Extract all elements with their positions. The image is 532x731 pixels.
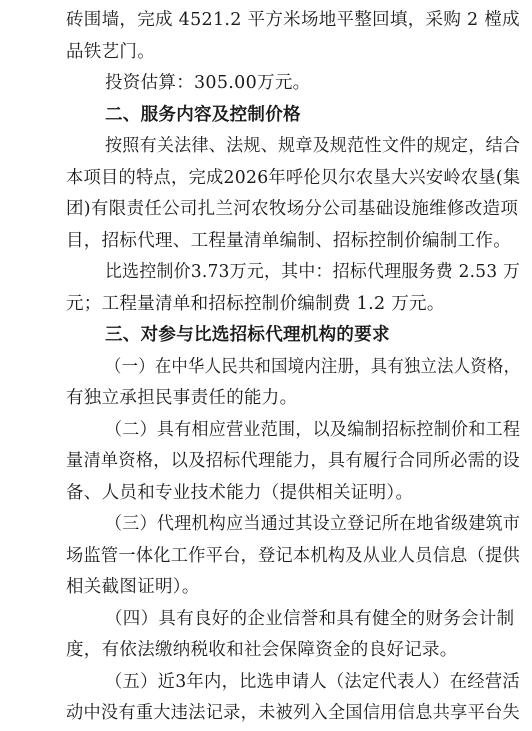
body-line: 相关截图证明）。 [66,577,200,597]
investment-estimate: 投资估算：305.00万元。 [105,73,311,93]
body-line: 度，有依法缴纳税收和社会保障资金的良好记录。 [66,640,458,660]
body-line: 备、人员和专业技术能力（提供相关证明）。 [66,482,414,503]
body-line: 有独立承担民事责任的能力。 [66,388,298,408]
section-heading-2: 二、服务内容及控制价格 [105,104,301,125]
body-line: 元；工程量清单和招标控制价编制费 1.2 万元。 [66,293,445,314]
body-line: 本项目的特点，完成2026年呼伦贝尔农垦大兴安岭农垦(集 [66,167,521,188]
section-heading-3: 三、对参与比选招标代理机构的要求 [105,325,390,345]
requirement-item-4: （四）具有良好的企业信誉和具有健全的财务会计制 [105,608,515,629]
control-price-line: 比选控制价3.73万元，其中：招标代理服务费 2.53 万 [105,262,521,282]
body-line: 品铁艺门。 [66,41,155,62]
body-line: 按照有关法律、法规、规章及规范性文件的规定，结合 [105,136,521,156]
requirement-item-2: （二）具有相应营业范围，以及编制招标控制价和工程 [105,419,521,440]
body-line: 场监管一体化工作平台，登记本机构及从业人员信息（提供 [66,545,521,566]
requirement-item-3: （三）代理机构应当通过其设立登记所在地省级建筑市 [105,514,521,534]
body-line: 量清单资格，以及招标代理能力，具有履行合同所必需的设 [66,451,521,471]
requirement-item-1: （一）在中华人民共和国境内注册，具有独立法人资格， [105,356,521,377]
body-line: 目，招标代理、工程量清单编制、招标控制价编制工作。 [66,230,511,251]
body-line: 动中没有重大违法记录，未被列入全国信用信息共享平台失 [66,703,521,723]
body-line: 团)有限责任公司扎兰河农牧场分公司基础设施维修改造项 [66,199,519,219]
body-line: 砖围墙，完成 4521.2 平方米场地平整回填，采购 2 樘成 [66,10,520,30]
requirement-item-5: （五）近3年内，比选申请人（法定代表人）在经营活 [105,671,520,692]
